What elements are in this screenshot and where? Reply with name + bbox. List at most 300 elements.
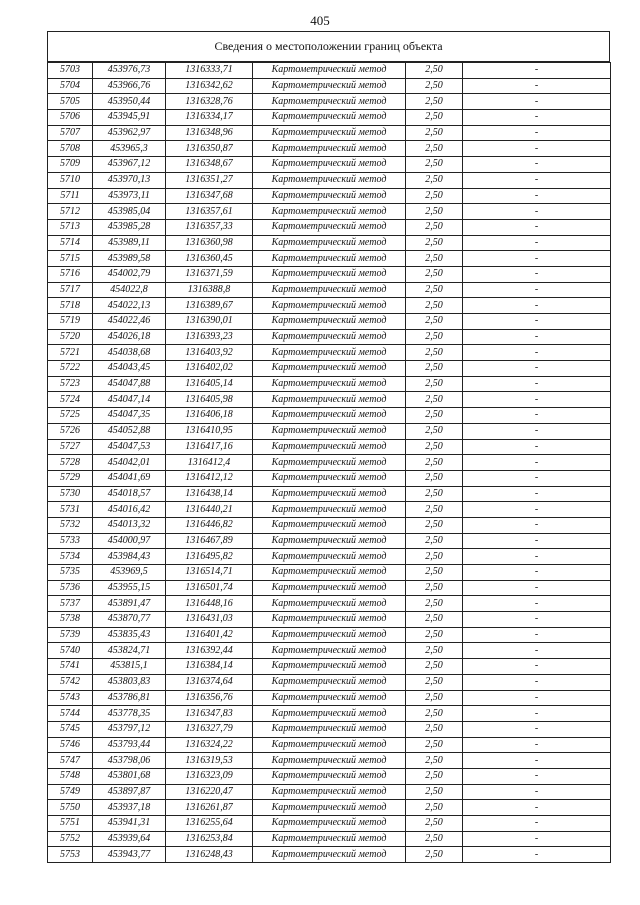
accuracy-cell: 2,50 <box>406 408 463 424</box>
accuracy-cell: 2,50 <box>406 800 463 816</box>
x-coordinate-cell: 453778,35 <box>93 706 166 722</box>
y-coordinate-cell: 1316514,71 <box>166 565 253 581</box>
table-row <box>48 486 611 502</box>
accuracy-cell: 2,50 <box>406 659 463 675</box>
description-cell: - <box>463 408 611 424</box>
point-number-cell: 5721 <box>48 345 93 361</box>
description-cell: - <box>463 596 611 612</box>
y-coordinate-cell: 1316328,76 <box>166 94 253 110</box>
point-number-cell: 5708 <box>48 141 93 157</box>
accuracy-cell: 2,50 <box>406 753 463 769</box>
x-coordinate-cell: 453943,77 <box>93 847 166 863</box>
accuracy-cell: 2,50 <box>406 157 463 173</box>
x-coordinate-cell: 453962,97 <box>93 125 166 141</box>
method-cell: Картометрический метод <box>253 753 406 769</box>
accuracy-cell: 2,50 <box>406 517 463 533</box>
accuracy-cell: 2,50 <box>406 172 463 188</box>
description-cell: - <box>463 94 611 110</box>
point-number-cell: 5722 <box>48 361 93 377</box>
description-cell: - <box>463 847 611 863</box>
method-cell: Картометрический метод <box>253 266 406 282</box>
y-coordinate-cell: 1316347,68 <box>166 188 253 204</box>
x-coordinate-cell: 453835,43 <box>93 627 166 643</box>
table-row <box>48 329 611 345</box>
table-row <box>48 643 611 659</box>
method-cell: Картометрический метод <box>253 172 406 188</box>
accuracy-cell: 2,50 <box>406 706 463 722</box>
y-coordinate-cell: 1316402,02 <box>166 361 253 377</box>
x-coordinate-cell: 453797,12 <box>93 721 166 737</box>
method-cell: Картометрический метод <box>253 188 406 204</box>
point-number-cell: 5747 <box>48 753 93 769</box>
description-cell: - <box>463 78 611 94</box>
method-cell: Картометрический метод <box>253 674 406 690</box>
point-number-cell: 5706 <box>48 110 93 126</box>
table-row <box>48 612 611 628</box>
accuracy-cell: 2,50 <box>406 721 463 737</box>
point-number-cell: 5738 <box>48 612 93 628</box>
description-cell: - <box>463 110 611 126</box>
x-coordinate-cell: 453941,31 <box>93 816 166 832</box>
table-title: Сведения о местоположении границ объекта <box>47 31 610 62</box>
point-number-cell: 5727 <box>48 439 93 455</box>
point-number-cell: 5740 <box>48 643 93 659</box>
x-coordinate-cell: 454018,57 <box>93 486 166 502</box>
method-cell: Картометрический метод <box>253 408 406 424</box>
point-number-cell: 5713 <box>48 219 93 235</box>
y-coordinate-cell: 1316374,64 <box>166 674 253 690</box>
point-number-cell: 5748 <box>48 768 93 784</box>
description-cell: - <box>463 204 611 220</box>
method-cell: Картометрический метод <box>253 659 406 675</box>
x-coordinate-cell: 453985,04 <box>93 204 166 220</box>
point-number-cell: 5731 <box>48 502 93 518</box>
table-row <box>48 674 611 690</box>
x-coordinate-cell: 454041,69 <box>93 470 166 486</box>
accuracy-cell: 2,50 <box>406 188 463 204</box>
y-coordinate-cell: 1316356,76 <box>166 690 253 706</box>
table-row <box>48 753 611 769</box>
accuracy-cell: 2,50 <box>406 549 463 565</box>
y-coordinate-cell: 1316446,82 <box>166 517 253 533</box>
x-coordinate-cell: 454000,97 <box>93 533 166 549</box>
table-row <box>48 63 611 79</box>
y-coordinate-cell: 1316388,8 <box>166 282 253 298</box>
accuracy-cell: 2,50 <box>406 737 463 753</box>
x-coordinate-cell: 453786,81 <box>93 690 166 706</box>
table-row <box>48 141 611 157</box>
table-row <box>48 110 611 126</box>
point-number-cell: 5732 <box>48 517 93 533</box>
accuracy-cell: 2,50 <box>406 63 463 79</box>
table-row <box>48 172 611 188</box>
x-coordinate-cell: 453939,64 <box>93 831 166 847</box>
table-body <box>48 63 611 863</box>
method-cell: Картометрический метод <box>253 565 406 581</box>
description-cell: - <box>463 612 611 628</box>
y-coordinate-cell: 1316405,98 <box>166 392 253 408</box>
table-row <box>48 768 611 784</box>
point-number-cell: 5717 <box>48 282 93 298</box>
x-coordinate-cell: 454038,68 <box>93 345 166 361</box>
y-coordinate-cell: 1316431,03 <box>166 612 253 628</box>
table-row <box>48 266 611 282</box>
x-coordinate-cell: 454047,14 <box>93 392 166 408</box>
method-cell: Картометрический метод <box>253 627 406 643</box>
y-coordinate-cell: 1316401,42 <box>166 627 253 643</box>
point-number-cell: 5719 <box>48 314 93 330</box>
method-cell: Картометрический метод <box>253 831 406 847</box>
x-coordinate-cell: 454042,01 <box>93 455 166 471</box>
description-cell: - <box>463 172 611 188</box>
method-cell: Картометрический метод <box>253 690 406 706</box>
method-cell: Картометрический метод <box>253 345 406 361</box>
method-cell: Картометрический метод <box>253 612 406 628</box>
x-coordinate-cell: 453803,83 <box>93 674 166 690</box>
description-cell: - <box>463 266 611 282</box>
description-cell: - <box>463 800 611 816</box>
x-coordinate-cell: 453965,3 <box>93 141 166 157</box>
y-coordinate-cell: 1316438,14 <box>166 486 253 502</box>
description-cell: - <box>463 376 611 392</box>
x-coordinate-cell: 453967,12 <box>93 157 166 173</box>
method-cell: Картометрический метод <box>253 423 406 439</box>
accuracy-cell: 2,50 <box>406 455 463 471</box>
point-number-cell: 5728 <box>48 455 93 471</box>
point-number-cell: 5752 <box>48 831 93 847</box>
y-coordinate-cell: 1316406,18 <box>166 408 253 424</box>
y-coordinate-cell: 1316347,83 <box>166 706 253 722</box>
method-cell: Картометрический метод <box>253 63 406 79</box>
point-number-cell: 5704 <box>48 78 93 94</box>
method-cell: Картометрический метод <box>253 125 406 141</box>
point-number-cell: 5718 <box>48 298 93 314</box>
y-coordinate-cell: 1316360,45 <box>166 251 253 267</box>
point-number-cell: 5733 <box>48 533 93 549</box>
accuracy-cell: 2,50 <box>406 816 463 832</box>
accuracy-cell: 2,50 <box>406 784 463 800</box>
table-row <box>48 455 611 471</box>
description-cell: - <box>463 125 611 141</box>
y-coordinate-cell: 1316448,16 <box>166 596 253 612</box>
x-coordinate-cell: 454022,8 <box>93 282 166 298</box>
accuracy-cell: 2,50 <box>406 204 463 220</box>
method-cell: Картометрический метод <box>253 329 406 345</box>
description-cell: - <box>463 439 611 455</box>
x-coordinate-cell: 454026,18 <box>93 329 166 345</box>
description-cell: - <box>463 470 611 486</box>
y-coordinate-cell: 1316323,09 <box>166 768 253 784</box>
accuracy-cell: 2,50 <box>406 298 463 314</box>
x-coordinate-cell: 453976,73 <box>93 63 166 79</box>
point-number-cell: 5715 <box>48 251 93 267</box>
y-coordinate-cell: 1316390,01 <box>166 314 253 330</box>
y-coordinate-cell: 1316405,14 <box>166 376 253 392</box>
y-coordinate-cell: 1316220,47 <box>166 784 253 800</box>
table-row <box>48 157 611 173</box>
y-coordinate-cell: 1316440,21 <box>166 502 253 518</box>
point-number-cell: 5723 <box>48 376 93 392</box>
point-number-cell: 5707 <box>48 125 93 141</box>
table-row <box>48 94 611 110</box>
point-number-cell: 5749 <box>48 784 93 800</box>
accuracy-cell: 2,50 <box>406 580 463 596</box>
x-coordinate-cell: 453984,43 <box>93 549 166 565</box>
accuracy-cell: 2,50 <box>406 125 463 141</box>
point-number-cell: 5743 <box>48 690 93 706</box>
description-cell: - <box>463 455 611 471</box>
y-coordinate-cell: 1316351,27 <box>166 172 253 188</box>
description-cell: - <box>463 659 611 675</box>
method-cell: Картометрический метод <box>253 141 406 157</box>
table-row <box>48 125 611 141</box>
y-coordinate-cell: 1316327,79 <box>166 721 253 737</box>
x-coordinate-cell: 453969,5 <box>93 565 166 581</box>
x-coordinate-cell: 454022,13 <box>93 298 166 314</box>
accuracy-cell: 2,50 <box>406 94 463 110</box>
table-row <box>48 219 611 235</box>
method-cell: Картометрический метод <box>253 737 406 753</box>
point-number-cell: 5709 <box>48 157 93 173</box>
point-number-cell: 5739 <box>48 627 93 643</box>
accuracy-cell: 2,50 <box>406 282 463 298</box>
point-number-cell: 5741 <box>48 659 93 675</box>
method-cell: Картометрический метод <box>253 361 406 377</box>
description-cell: - <box>463 549 611 565</box>
description-cell: - <box>463 816 611 832</box>
table-row <box>48 627 611 643</box>
table-row <box>48 580 611 596</box>
y-coordinate-cell: 1316342,62 <box>166 78 253 94</box>
method-cell: Картометрический метод <box>253 847 406 863</box>
page-number: 405 <box>310 13 330 28</box>
point-number-cell: 5716 <box>48 266 93 282</box>
y-coordinate-cell: 1316389,67 <box>166 298 253 314</box>
method-cell: Картометрический метод <box>253 94 406 110</box>
y-coordinate-cell: 1316412,12 <box>166 470 253 486</box>
table-row <box>48 659 611 675</box>
document-table <box>47 31 610 863</box>
method-cell: Картометрический метод <box>253 282 406 298</box>
description-cell: - <box>463 345 611 361</box>
table-row <box>48 78 611 94</box>
table-row <box>48 847 611 863</box>
method-cell: Картометрический метод <box>253 643 406 659</box>
point-number-cell: 5736 <box>48 580 93 596</box>
y-coordinate-cell: 1316495,82 <box>166 549 253 565</box>
accuracy-cell: 2,50 <box>406 847 463 863</box>
point-number-cell: 5730 <box>48 486 93 502</box>
table-row <box>48 361 611 377</box>
method-cell: Картометрический метод <box>253 251 406 267</box>
accuracy-cell: 2,50 <box>406 141 463 157</box>
description-cell: - <box>463 627 611 643</box>
method-cell: Картометрический метод <box>253 533 406 549</box>
accuracy-cell: 2,50 <box>406 345 463 361</box>
table-row <box>48 565 611 581</box>
description-cell: - <box>463 486 611 502</box>
description-cell: - <box>463 643 611 659</box>
description-cell: - <box>463 706 611 722</box>
table-row <box>48 706 611 722</box>
y-coordinate-cell: 1316467,89 <box>166 533 253 549</box>
point-number-cell: 5725 <box>48 408 93 424</box>
method-cell: Картометрический метод <box>253 219 406 235</box>
x-coordinate-cell: 453966,76 <box>93 78 166 94</box>
x-coordinate-cell: 453989,58 <box>93 251 166 267</box>
y-coordinate-cell: 1316319,53 <box>166 753 253 769</box>
table-row <box>48 251 611 267</box>
y-coordinate-cell: 1316501,74 <box>166 580 253 596</box>
table-row <box>48 737 611 753</box>
point-number-cell: 5729 <box>48 470 93 486</box>
method-cell: Картометрический метод <box>253 721 406 737</box>
accuracy-cell: 2,50 <box>406 329 463 345</box>
y-coordinate-cell: 1316384,14 <box>166 659 253 675</box>
table-row <box>48 314 611 330</box>
table-row <box>48 800 611 816</box>
accuracy-cell: 2,50 <box>406 627 463 643</box>
y-coordinate-cell: 1316417,16 <box>166 439 253 455</box>
description-cell: - <box>463 314 611 330</box>
method-cell: Картометрический метод <box>253 235 406 251</box>
x-coordinate-cell: 454002,79 <box>93 266 166 282</box>
x-coordinate-cell: 453937,18 <box>93 800 166 816</box>
accuracy-cell: 2,50 <box>406 486 463 502</box>
method-cell: Картометрический метод <box>253 470 406 486</box>
accuracy-cell: 2,50 <box>406 831 463 847</box>
point-number-cell: 5751 <box>48 816 93 832</box>
accuracy-cell: 2,50 <box>406 235 463 251</box>
y-coordinate-cell: 1316410,95 <box>166 423 253 439</box>
x-coordinate-cell: 453824,71 <box>93 643 166 659</box>
table-row <box>48 345 611 361</box>
method-cell: Картометрический метод <box>253 517 406 533</box>
x-coordinate-cell: 454016,42 <box>93 502 166 518</box>
y-coordinate-cell: 1316371,59 <box>166 266 253 282</box>
table-row <box>48 470 611 486</box>
description-cell: - <box>463 737 611 753</box>
method-cell: Картометрический метод <box>253 298 406 314</box>
x-coordinate-cell: 453973,11 <box>93 188 166 204</box>
method-cell: Картометрический метод <box>253 376 406 392</box>
description-cell: - <box>463 392 611 408</box>
accuracy-cell: 2,50 <box>406 439 463 455</box>
point-number-cell: 5746 <box>48 737 93 753</box>
x-coordinate-cell: 454043,45 <box>93 361 166 377</box>
method-cell: Картометрический метод <box>253 314 406 330</box>
description-cell: - <box>463 502 611 518</box>
description-cell: - <box>463 753 611 769</box>
y-coordinate-cell: 1316261,87 <box>166 800 253 816</box>
table-row <box>48 721 611 737</box>
accuracy-cell: 2,50 <box>406 565 463 581</box>
point-number-cell: 5720 <box>48 329 93 345</box>
y-coordinate-cell: 1316403,92 <box>166 345 253 361</box>
description-cell: - <box>463 219 611 235</box>
method-cell: Картометрический метод <box>253 784 406 800</box>
description-cell: - <box>463 533 611 549</box>
y-coordinate-cell: 1316357,61 <box>166 204 253 220</box>
method-cell: Картометрический метод <box>253 157 406 173</box>
x-coordinate-cell: 453891,47 <box>93 596 166 612</box>
description-cell: - <box>463 565 611 581</box>
table-row <box>48 831 611 847</box>
description-cell: - <box>463 517 611 533</box>
y-coordinate-cell: 1316357,33 <box>166 219 253 235</box>
point-number-cell: 5703 <box>48 63 93 79</box>
table-row <box>48 596 611 612</box>
y-coordinate-cell: 1316255,64 <box>166 816 253 832</box>
description-cell: - <box>463 361 611 377</box>
accuracy-cell: 2,50 <box>406 266 463 282</box>
description-cell: - <box>463 235 611 251</box>
x-coordinate-cell: 453989,11 <box>93 235 166 251</box>
description-cell: - <box>463 141 611 157</box>
method-cell: Картометрический метод <box>253 580 406 596</box>
accuracy-cell: 2,50 <box>406 768 463 784</box>
table-row <box>48 816 611 832</box>
table-row <box>48 502 611 518</box>
description-cell: - <box>463 298 611 314</box>
method-cell: Картометрический метод <box>253 768 406 784</box>
y-coordinate-cell: 1316348,67 <box>166 157 253 173</box>
description-cell: - <box>463 251 611 267</box>
table-row <box>48 376 611 392</box>
method-cell: Картометрический метод <box>253 596 406 612</box>
y-coordinate-cell: 1316412,4 <box>166 455 253 471</box>
point-number-cell: 5705 <box>48 94 93 110</box>
accuracy-cell: 2,50 <box>406 78 463 94</box>
table-row <box>48 549 611 565</box>
description-cell: - <box>463 282 611 298</box>
method-cell: Картометрический метод <box>253 706 406 722</box>
description-cell: - <box>463 690 611 706</box>
x-coordinate-cell: 453815,1 <box>93 659 166 675</box>
table-row <box>48 188 611 204</box>
point-number-cell: 5753 <box>48 847 93 863</box>
accuracy-cell: 2,50 <box>406 674 463 690</box>
table-row <box>48 298 611 314</box>
accuracy-cell: 2,50 <box>406 423 463 439</box>
accuracy-cell: 2,50 <box>406 110 463 126</box>
accuracy-cell: 2,50 <box>406 376 463 392</box>
method-cell: Картометрический метод <box>253 486 406 502</box>
point-number-cell: 5745 <box>48 721 93 737</box>
table-row <box>48 423 611 439</box>
x-coordinate-cell: 454047,35 <box>93 408 166 424</box>
accuracy-cell: 2,50 <box>406 361 463 377</box>
method-cell: Картометрический метод <box>253 204 406 220</box>
accuracy-cell: 2,50 <box>406 470 463 486</box>
point-number-cell: 5734 <box>48 549 93 565</box>
y-coordinate-cell: 1316392,44 <box>166 643 253 659</box>
y-coordinate-cell: 1316350,87 <box>166 141 253 157</box>
description-cell: - <box>463 831 611 847</box>
method-cell: Картометрический метод <box>253 455 406 471</box>
y-coordinate-cell: 1316360,98 <box>166 235 253 251</box>
y-coordinate-cell: 1316334,17 <box>166 110 253 126</box>
x-coordinate-cell: 453985,28 <box>93 219 166 235</box>
x-coordinate-cell: 453793,44 <box>93 737 166 753</box>
accuracy-cell: 2,50 <box>406 612 463 628</box>
accuracy-cell: 2,50 <box>406 596 463 612</box>
table-row <box>48 439 611 455</box>
accuracy-cell: 2,50 <box>406 219 463 235</box>
description-cell: - <box>463 423 611 439</box>
point-number-cell: 5724 <box>48 392 93 408</box>
point-number-cell: 5714 <box>48 235 93 251</box>
